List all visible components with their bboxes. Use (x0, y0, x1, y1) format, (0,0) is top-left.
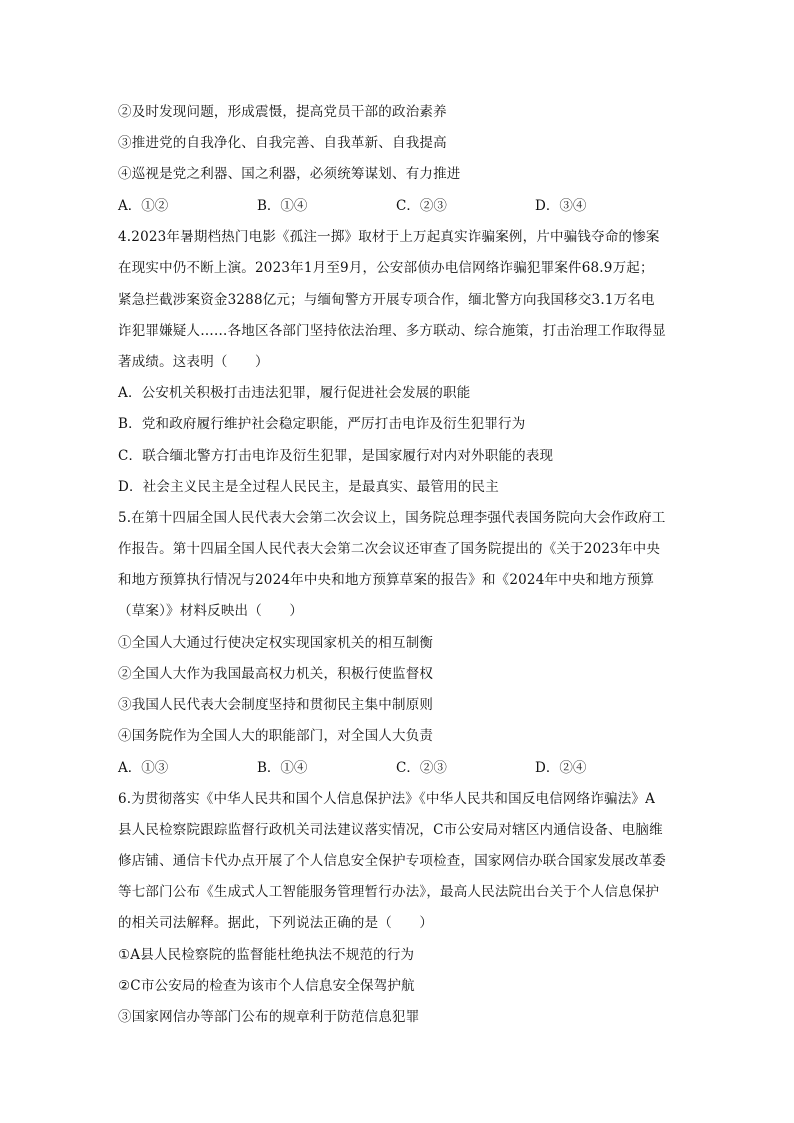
q6-item-2: ②C市公安局的检查为该市个人信息安全保驾护航 (118, 978, 415, 994)
q6-stem-line-1: 6.为贯彻落实《中华人民共和国个人信息保护法》《中华人民共和国反电信网络诈骗法》A (118, 791, 656, 807)
q6-item-3: ③国家网信办等部门公布的规章利于防范信息犯罪 (118, 1009, 420, 1025)
q5-option-c: C．②③ (396, 760, 447, 776)
q6-stem-line-5: 的相关司法解释。据此，下列说法正确的是（ ） (118, 915, 434, 931)
q4-choice-b: B．党和政府履行维护社会稳定职能，严厉打击电诈及衍生犯罪行为 (118, 416, 526, 432)
q5-item-3: ③我国人民代表大会制度坚持和贯彻民主集中制原则 (118, 697, 434, 713)
q6-stem-line-3: 修店铺、通信卡代办点开展了个人信息安全保护专项检查，国家网信办联合国家发展改革委 (118, 853, 666, 869)
q4-stem-line-3: 紧急拦截涉案资金3288亿元；与缅甸警方开展专项合作，缅北警方向我国移交3.1万名电 (118, 292, 655, 308)
q5-item-2: ②全国人大作为我国最高权力机关，积极行使监督权 (118, 666, 434, 682)
q5-stem-line-3: 和地方预算执行情况与2024年中央和地方预算草案的报告》和《2024年中央和地方预算 (118, 572, 655, 588)
q4-stem-line-2: 在现实中仍不断上演。2023年1月至9月，公安部侦办电信网络诈骗犯罪案件68.9万起； (118, 260, 654, 276)
q4-stem-line-4: 诈犯罪嫌疑人……各地区各部门坚持依法治理、多方联动、综合施策，打击治理工作取得显 (118, 323, 666, 339)
q3-item-2: ②及时发现问题，形成震慑，提高党员干部的政治素养 (118, 104, 447, 120)
q4-stem-line-1: 4.2023年暑期档热门电影《孤注一掷》取材于上万起真实诈骗案例，片中骗钱夺命的惨案 (118, 229, 660, 245)
q6-item-1: ①A县人民检察院的监督能杜绝执法不规范的行为 (118, 947, 415, 963)
q5-stem-line-1: 5.在第十四届全国人民代表大会第二次会议上，国务院总理李强代表国务院向大会作政府工 (118, 510, 666, 526)
q6-stem-line-2: 县人民检察院跟踪监督行政机关司法建议落实情况，C市公安局对辖区内通信设备、电脑维 (118, 822, 663, 838)
q6-stem-line-4: 等七部门公布《生成式人工智能服务管理暂行办法》，最高人民法院出台关于个人信息保护 (118, 884, 660, 900)
q5-option-b: B．①④ (257, 760, 308, 776)
q4-choice-d: D．社会主义民主是全过程人民民主，是最真实、最管用的民主 (118, 479, 499, 495)
q3-item-4: ④巡视是党之利器、国之利器，必须统筹谋划、有力推进 (118, 166, 461, 182)
q4-choice-a: A．公安机关积极打击违法犯罪，履行促进社会发展的职能 (118, 385, 471, 401)
q3-option-a: A．①② (118, 198, 169, 214)
q5-stem-line-2: 作报告。第十四届全国人民代表大会第二次会议还审查了国务院提出的《关于2023年中央 (118, 541, 661, 557)
q5-options (118, 758, 678, 778)
q5-option-a: A．①③ (118, 760, 169, 776)
q3-option-c: C．②③ (396, 198, 447, 214)
q3-options (118, 196, 678, 216)
q4-stem-line-5: 著成绩。这表明（ ） (118, 354, 269, 370)
q3-option-d: D．③④ (535, 198, 587, 214)
q3-option-b: B．①④ (257, 198, 308, 214)
q5-item-1: ①全国人大通过行使决定权实现国家机关的相互制衡 (118, 635, 434, 651)
q3-item-3: ③推进党的自我净化、自我完善、自我革新、自我提高 (118, 135, 447, 151)
q5-stem-line-4: （草案）》材料反映出（ ） (118, 603, 304, 619)
q5-option-d: D．②④ (535, 760, 587, 776)
q4-choice-c: C．联合缅北警方打击电诈及衍生犯罪，是国家履行对内对外职能的表现 (118, 448, 554, 464)
q5-item-4: ④国务院作为全国人大的职能部门，对全国人大负责 (118, 728, 434, 744)
